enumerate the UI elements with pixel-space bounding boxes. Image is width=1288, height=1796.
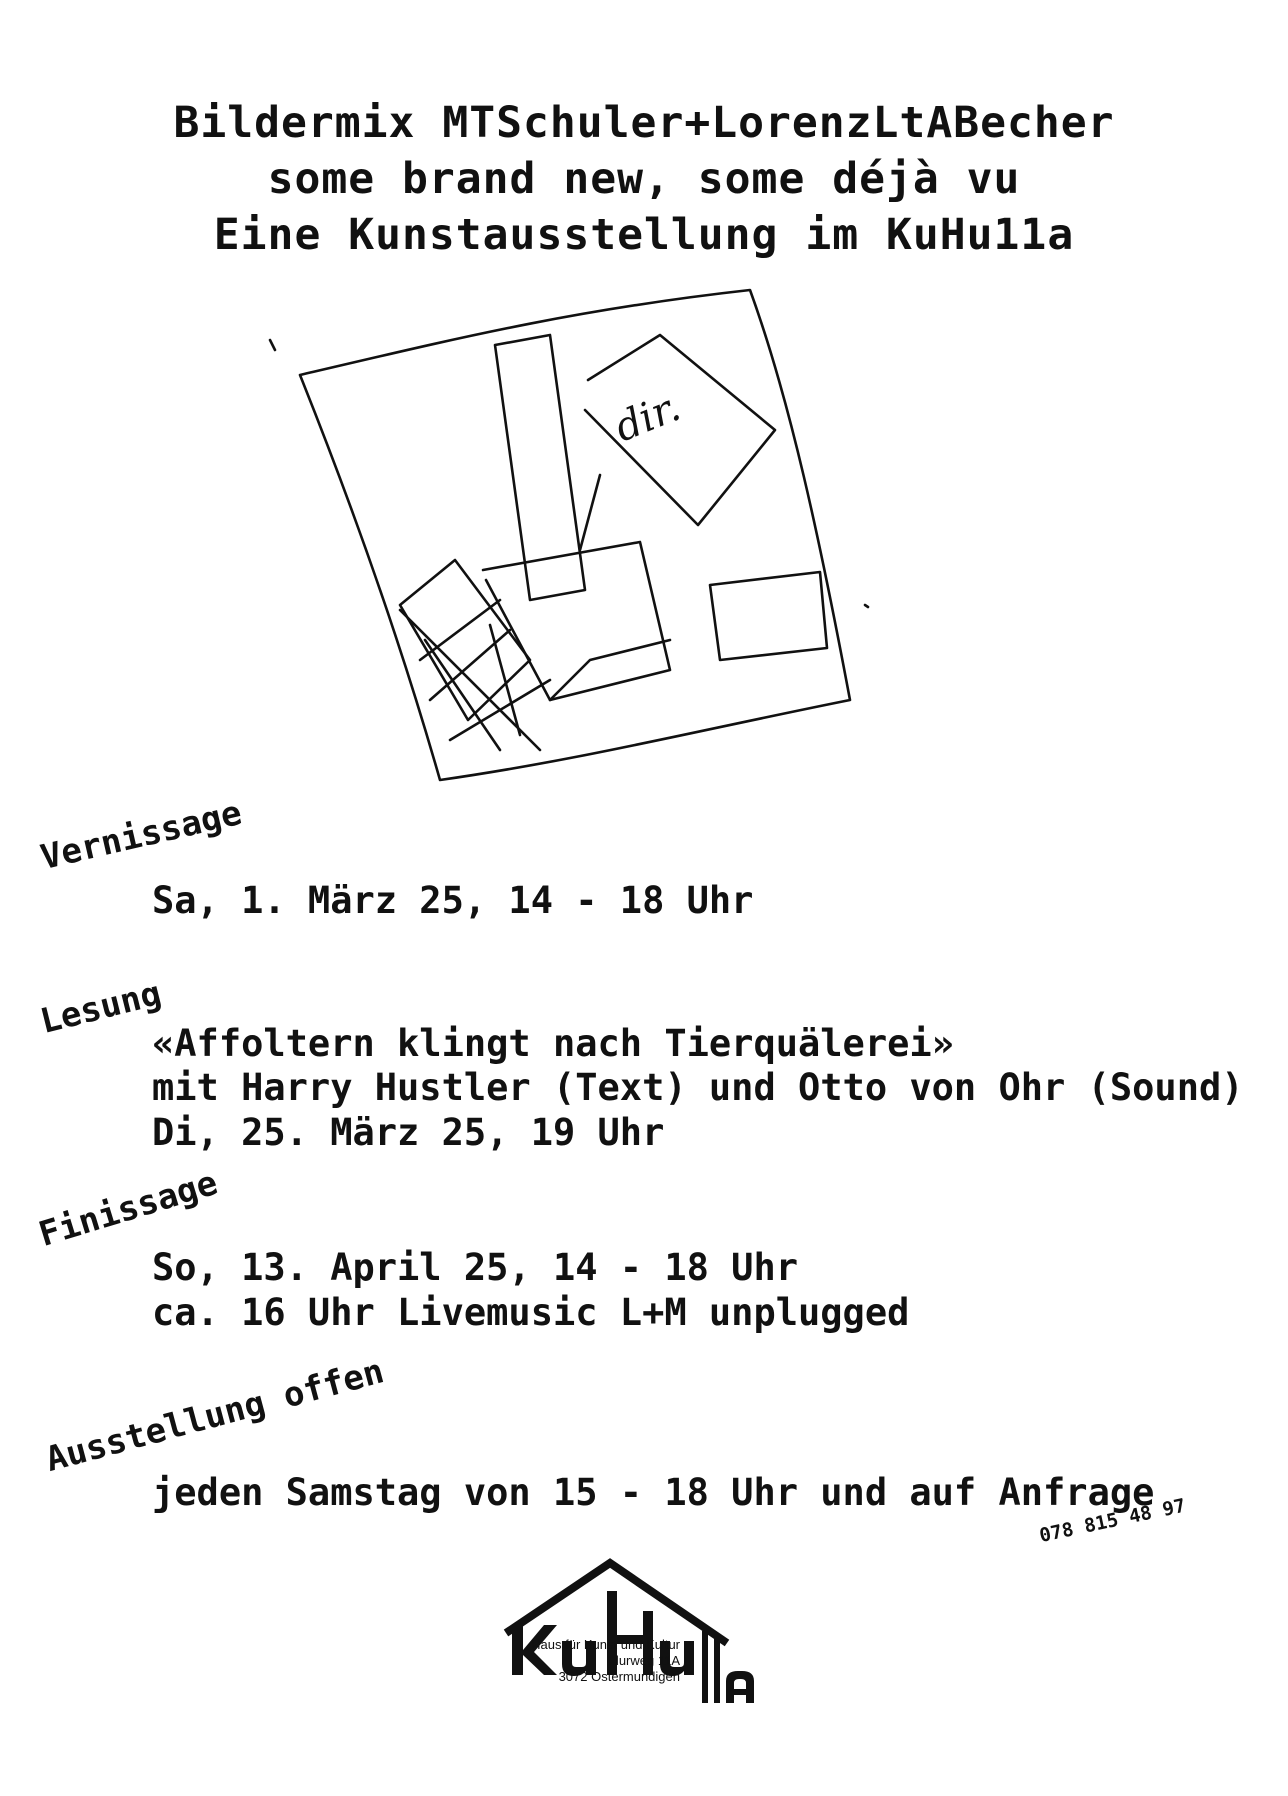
poster-title-block	[0, 95, 1288, 263]
lesung-line-2: mit Harry Hustler (Text) und Otto von Ohr (Sound)	[152, 1066, 1244, 1109]
vernissage-label: Vernissage	[37, 792, 246, 878]
finissage-line-2: ca. 16 Uhr Livemusic L+M unplugged	[152, 1291, 910, 1334]
title-line-3: Eine Kunstausstellung im KuHu11a	[213, 210, 1075, 260]
lesung-line-1: «Affoltern klingt nach Tierquälerei»	[152, 1022, 954, 1065]
hand-drawn-sketch	[250, 280, 1040, 790]
vernissage-line-1: Sa, 1. März 25, 14 - 18 Uhr	[152, 879, 754, 922]
lesung-label: Lesung	[36, 973, 166, 1042]
address-line-2: Flurweg 11A	[607, 1653, 680, 1668]
finissage-line-1: So, 13. April 25, 14 - 18 Uhr	[152, 1246, 799, 1289]
phone-number: 078 815 48 97	[1037, 1494, 1188, 1547]
offen-label: Ausstellung offen	[41, 1351, 389, 1480]
offen-line-1: jeden Samstag von 15 - 18 Uhr und auf Anfrage	[152, 1471, 1155, 1514]
logo-address-block	[500, 1637, 680, 1685]
address-line-3: 3072 Ostermundigen	[558, 1669, 680, 1684]
address-line-1: Haus für Kunst und Kultur	[531, 1637, 680, 1652]
title-line-2: some brand new, some déjà vu	[267, 154, 1021, 204]
title-line-1: Bildermix MTSchuler+LorenzLtABecher	[173, 98, 1115, 148]
lesung-line-3: Di, 25. März 25, 19 Uhr	[152, 1111, 665, 1154]
sketch-scribble-text: dir.	[608, 383, 687, 452]
finissage-label: Finissage	[34, 1162, 223, 1255]
